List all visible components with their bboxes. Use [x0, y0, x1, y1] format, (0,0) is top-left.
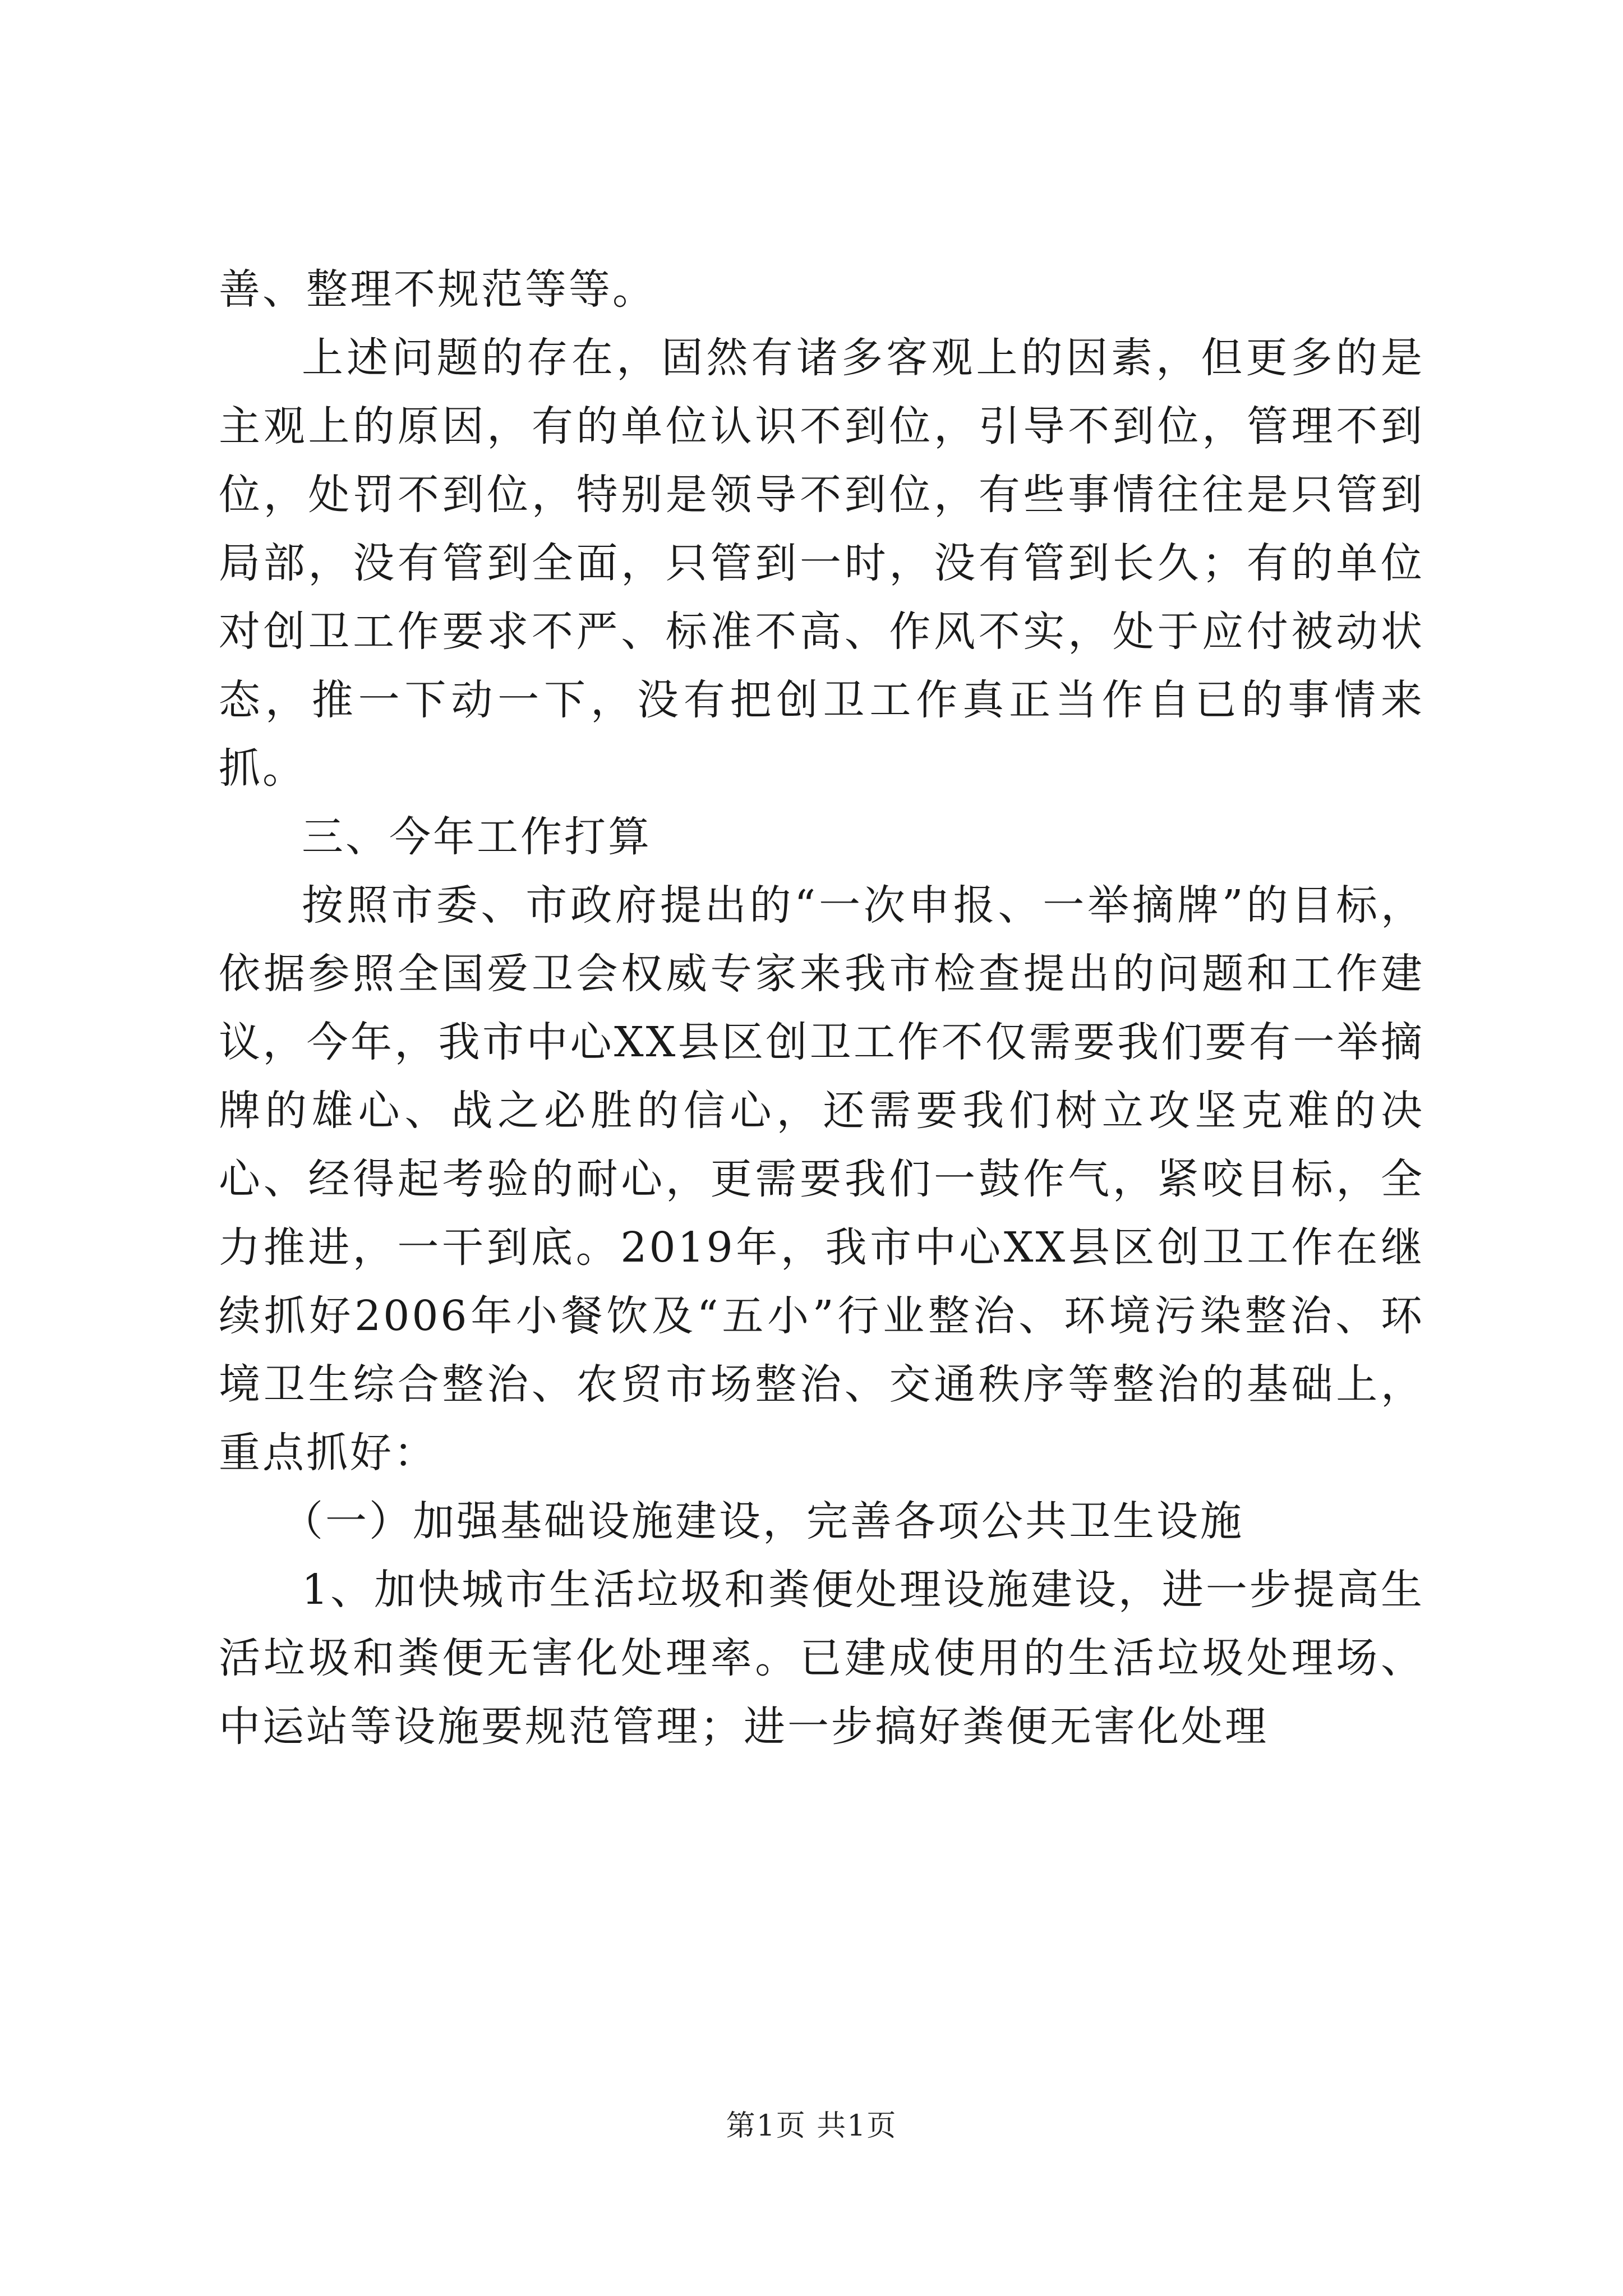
document-body — [219, 255, 1424, 1761]
subsection-heading: （一）加强基础设施建设，完善各项公共卫生设施 — [282, 1497, 1244, 1545]
paragraph-continuation: 善、整理不规范等等。 — [219, 265, 656, 314]
page-footer: 第1页 共1页 — [726, 2109, 897, 2143]
paragraph-work-plan: 按照市委、市政府提出的“一次申报、一举摘牌”的目标，依据参照全国爱卫会权威专家来我市检查提出的问题和工作建议，今年，我市中心XX县区创卫工作不仅需要我们要有一举摘牌的雄心、战之必胜的信心，还需要我们树立攻坚克难的决心、经得起考验的耐心，更需要我们一鼓作气，紧咬目标，全力推进，一干到底。2019年，我市中心XX县区创卫工作在继续抓好2006年小餐饮及“五小”行业整治、环境污染整治、环境卫生综合整治、农贸市场整治、交通秩序等整治的基础上，重点抓好： — [219, 881, 1424, 1477]
paragraph-item-1: 1、加快城市生活垃圾和粪便处理设施建设，进一步提高生活垃圾和粪便无害化处理率。已建成使用的生活垃圾处理场、中运站等设施要规范管理；进一步搞好粪便无害化处理 — [219, 1566, 1424, 1751]
paragraph-problem-analysis: 上述问题的存在，固然有诸多客观上的因素，但更多的是主观上的原因，有的单位认识不到位，引导不到位，管理不到位，处罚不到位，特别是领导不到位，有些事情往往是只管到局部，没有管到全面，只管到一时，没有管到长久；有的单位对创卫工作要求不严、标准不高、作风不实，处于应付被动状态，推一下动一下，没有把创卫工作真正当作自已的事情来抓。 — [219, 334, 1424, 793]
section-heading: 三、今年工作打算 — [302, 813, 652, 861]
